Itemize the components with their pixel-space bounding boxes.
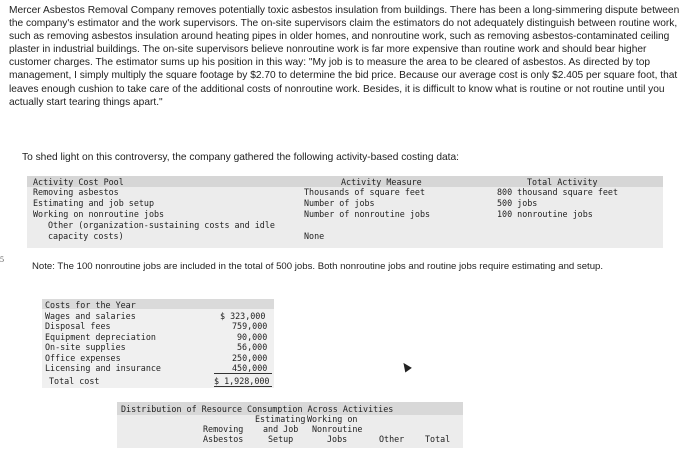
activity-costing-table [27, 176, 663, 248]
header-activity-cost-pool: Activity Cost Pool [33, 177, 124, 187]
problem-description [9, 4, 689, 109]
row-total: 500 jobs [497, 198, 538, 208]
costs-for-year-table [42, 299, 274, 388]
cost-value: $ 323,000 [220, 311, 266, 321]
cost-label: Licensing and insurance [45, 363, 161, 373]
row-total: 800 thousand square feet [497, 187, 619, 197]
col-nonroutine-line0: Working on [307, 414, 358, 424]
distribution-title: Distribution of Resource Consumption Across Activities [121, 404, 394, 414]
col-nonroutine-line2: Jobs [327, 434, 348, 444]
cost-label: Equipment depreciation [45, 332, 156, 342]
cost-value: 90,000 [237, 332, 268, 342]
data-lead-sentence: To shed light on this controversy, the company gathered the following activity-based costing data: [22, 152, 459, 163]
row-measure: Thousands of square feet [304, 187, 426, 197]
col-removing-line2: Asbestos [203, 434, 244, 444]
col-total: Total [425, 434, 451, 444]
intro-paragraph: Mercer Asbestos Removal Company removes potentially toxic asbestos insulation from buildings. There has been a long-simmering dispute between the company's estimator and the work supervisors. The on-site supervisors claim the estimators do not adequately distinguish between routine work, such as removing asbestos insulation around heating pipes in older homes, and nonroutine work, such as removing asbestos-contaminated ceiling plaster in industrial buildings. The on-site supervisors believe nonroutine work is far more expensive than routine work and should bear higher customer charges. The estimator sums up his position in this way: "My job is to measure the area to be cleared of asbestos. As directed by top management, I simply multiply the square footage by $2.70 to determine the bid price. Because our average cost is only $2.405 per square foot, that leaves enough cushion to take care of the additional costs of nonroutine work. Besides, it is difficult to know what is routine or not routine until you actually start tearing things apart." [9, 5, 680, 108]
total-cost-value: $ 1,928,000 [214, 376, 270, 386]
cost-label: Office expenses [45, 353, 121, 363]
row-total: 100 nonroutine jobs [497, 209, 593, 219]
header-activity-measure: Activity Measure [341, 177, 422, 187]
distribution-table [117, 402, 463, 448]
subtotal-rule [214, 373, 272, 374]
cost-label: Wages and salaries [45, 311, 136, 321]
cost-value: 759,000 [232, 321, 268, 331]
header-total-activity: Total Activity [527, 177, 598, 187]
cost-value: 250,000 [232, 353, 268, 363]
total-double-rule [214, 386, 272, 387]
row-pool: capacity costs) [48, 231, 124, 241]
col-estimating-line2: Setup [268, 434, 294, 444]
cost-value: 56,000 [237, 342, 268, 352]
cost-label: Disposal fees [45, 321, 111, 331]
col-estimating-line0: Estimating [255, 414, 306, 424]
row-pool: Other (organization-sustaining costs and idle [48, 220, 275, 230]
row-measure: None [304, 231, 325, 241]
costs-header: Costs for the Year [45, 300, 136, 310]
margin-marker: 5 [0, 255, 4, 264]
row-measure: Number of nonroutine jobs [304, 209, 431, 219]
row-measure: Number of jobs [304, 198, 375, 208]
col-removing-line1: Removing [203, 424, 244, 434]
row-pool: Removing asbestos [33, 187, 119, 197]
col-other: Other [379, 434, 405, 444]
cost-label: On-site supplies [45, 342, 126, 352]
mouse-pointer-icon [400, 361, 412, 373]
cost-value: 450,000 [232, 363, 268, 373]
note-text: Note: The 100 nonroutine jobs are included in the total of 500 jobs. Both nonroutine jobs and routine jobs require estimating and setup. [32, 261, 604, 272]
total-cost-label: Total cost [49, 376, 100, 386]
row-pool: Estimating and job setup [33, 198, 155, 208]
col-estimating-line1: and Job [263, 424, 299, 434]
col-nonroutine-line1: Nonroutine [312, 424, 363, 434]
row-pool: Working on nonroutine jobs [33, 209, 165, 219]
